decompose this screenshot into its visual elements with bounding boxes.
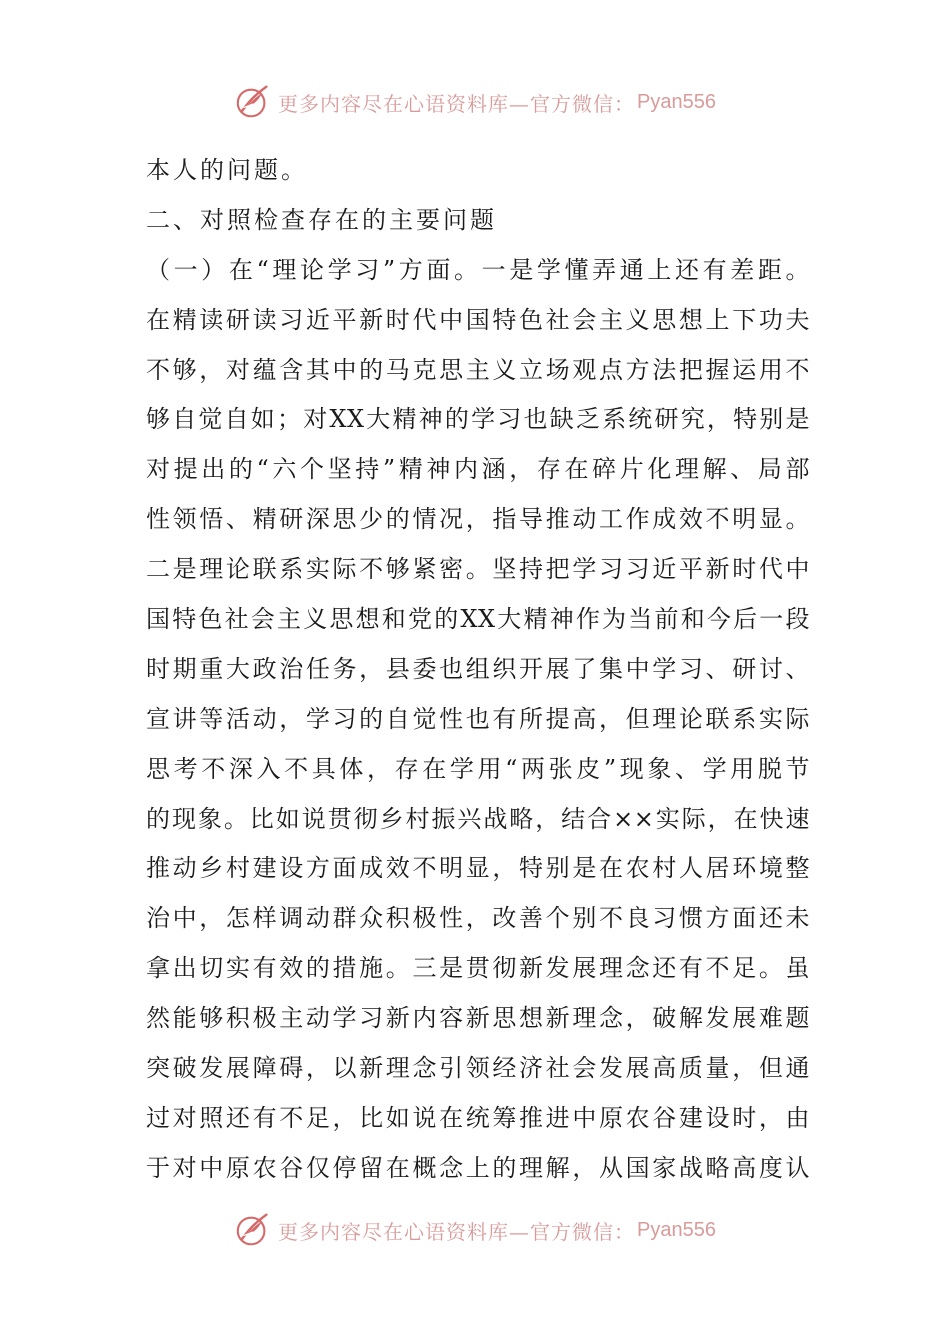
text-line: 不够，对蕴含其中的马克思主义立场观点方法把握运用不 bbox=[146, 355, 810, 384]
text-line: 本人的问题。 bbox=[146, 156, 308, 184]
text-line: 拿出切实有效的措施。三是贯彻新发展理念还有不足。虽 bbox=[146, 954, 810, 983]
text-line: 治中，怎样调动群众积极性，改善个别不良习惯方面还未 bbox=[146, 904, 810, 933]
text-line: 对提出的“六个坚持”精神内涵，存在碎片化理解、局部 bbox=[146, 455, 810, 484]
text-line: 在精读研读习近平新时代中国特色社会主义思想上下功夫 bbox=[146, 305, 810, 334]
header-watermark bbox=[0, 80, 950, 124]
text-line: 突破发展障碍，以新理念引领经济社会发展高质量，但通 bbox=[146, 1054, 810, 1083]
watermark-text: 更多内容尽在心语资料库—官方微信： bbox=[278, 91, 636, 116]
watermark-wechat-id: Pyan556 bbox=[637, 1218, 716, 1241]
text-line: （一）在“理论学习”方面。一是学懂弄通上还有差距。 bbox=[146, 255, 810, 284]
quill-logo-icon bbox=[234, 83, 272, 121]
section-heading: 二、对照检查存在的主要问题 bbox=[146, 205, 497, 234]
footer-watermark bbox=[0, 1208, 950, 1252]
text-line: 于对中原农谷仅停留在概念上的理解，从国家战略高度认 bbox=[146, 1153, 810, 1182]
text-line: 过对照还有不足，比如说在统筹推进中原农谷建设时，由 bbox=[146, 1103, 810, 1132]
text-line: 推动乡村建设方面成效不明显，特别是在农村人居环境整 bbox=[146, 854, 810, 883]
text-line: 然能够积极主动学习新内容新思想新理念，破解发展难题 bbox=[146, 1004, 810, 1033]
text-line: 国特色社会主义思想和党的XX大精神作为当前和今后一段 bbox=[146, 605, 810, 634]
text-line: 思考不深入不具体，存在学用“两张皮”现象、学用脱节 bbox=[146, 754, 810, 783]
watermark-text: 更多内容尽在心语资料库—官方微信： bbox=[278, 1219, 636, 1244]
text-line: 够自觉自如；对XX大精神的学习也缺乏系统研究，特别是 bbox=[146, 405, 810, 434]
text-line: 二是理论联系实际不够紧密。坚持把学习习近平新时代中 bbox=[146, 555, 810, 584]
text-line: 的现象。比如说贯彻乡村振兴战略，结合××实际，在快速 bbox=[146, 804, 810, 833]
document-body bbox=[146, 146, 810, 1194]
watermark-wechat-id: Pyan556 bbox=[637, 90, 716, 113]
text-line: 宣讲等活动，学习的自觉性也有所提高，但理论联系实际 bbox=[146, 704, 810, 733]
text-line: 性领悟、精研深思少的情况，指导推动工作成效不明显。 bbox=[146, 505, 810, 534]
text-line: 时期重大政治任务，县委也组织开展了集中学习、研讨、 bbox=[146, 654, 810, 683]
quill-logo-icon bbox=[234, 1211, 272, 1249]
